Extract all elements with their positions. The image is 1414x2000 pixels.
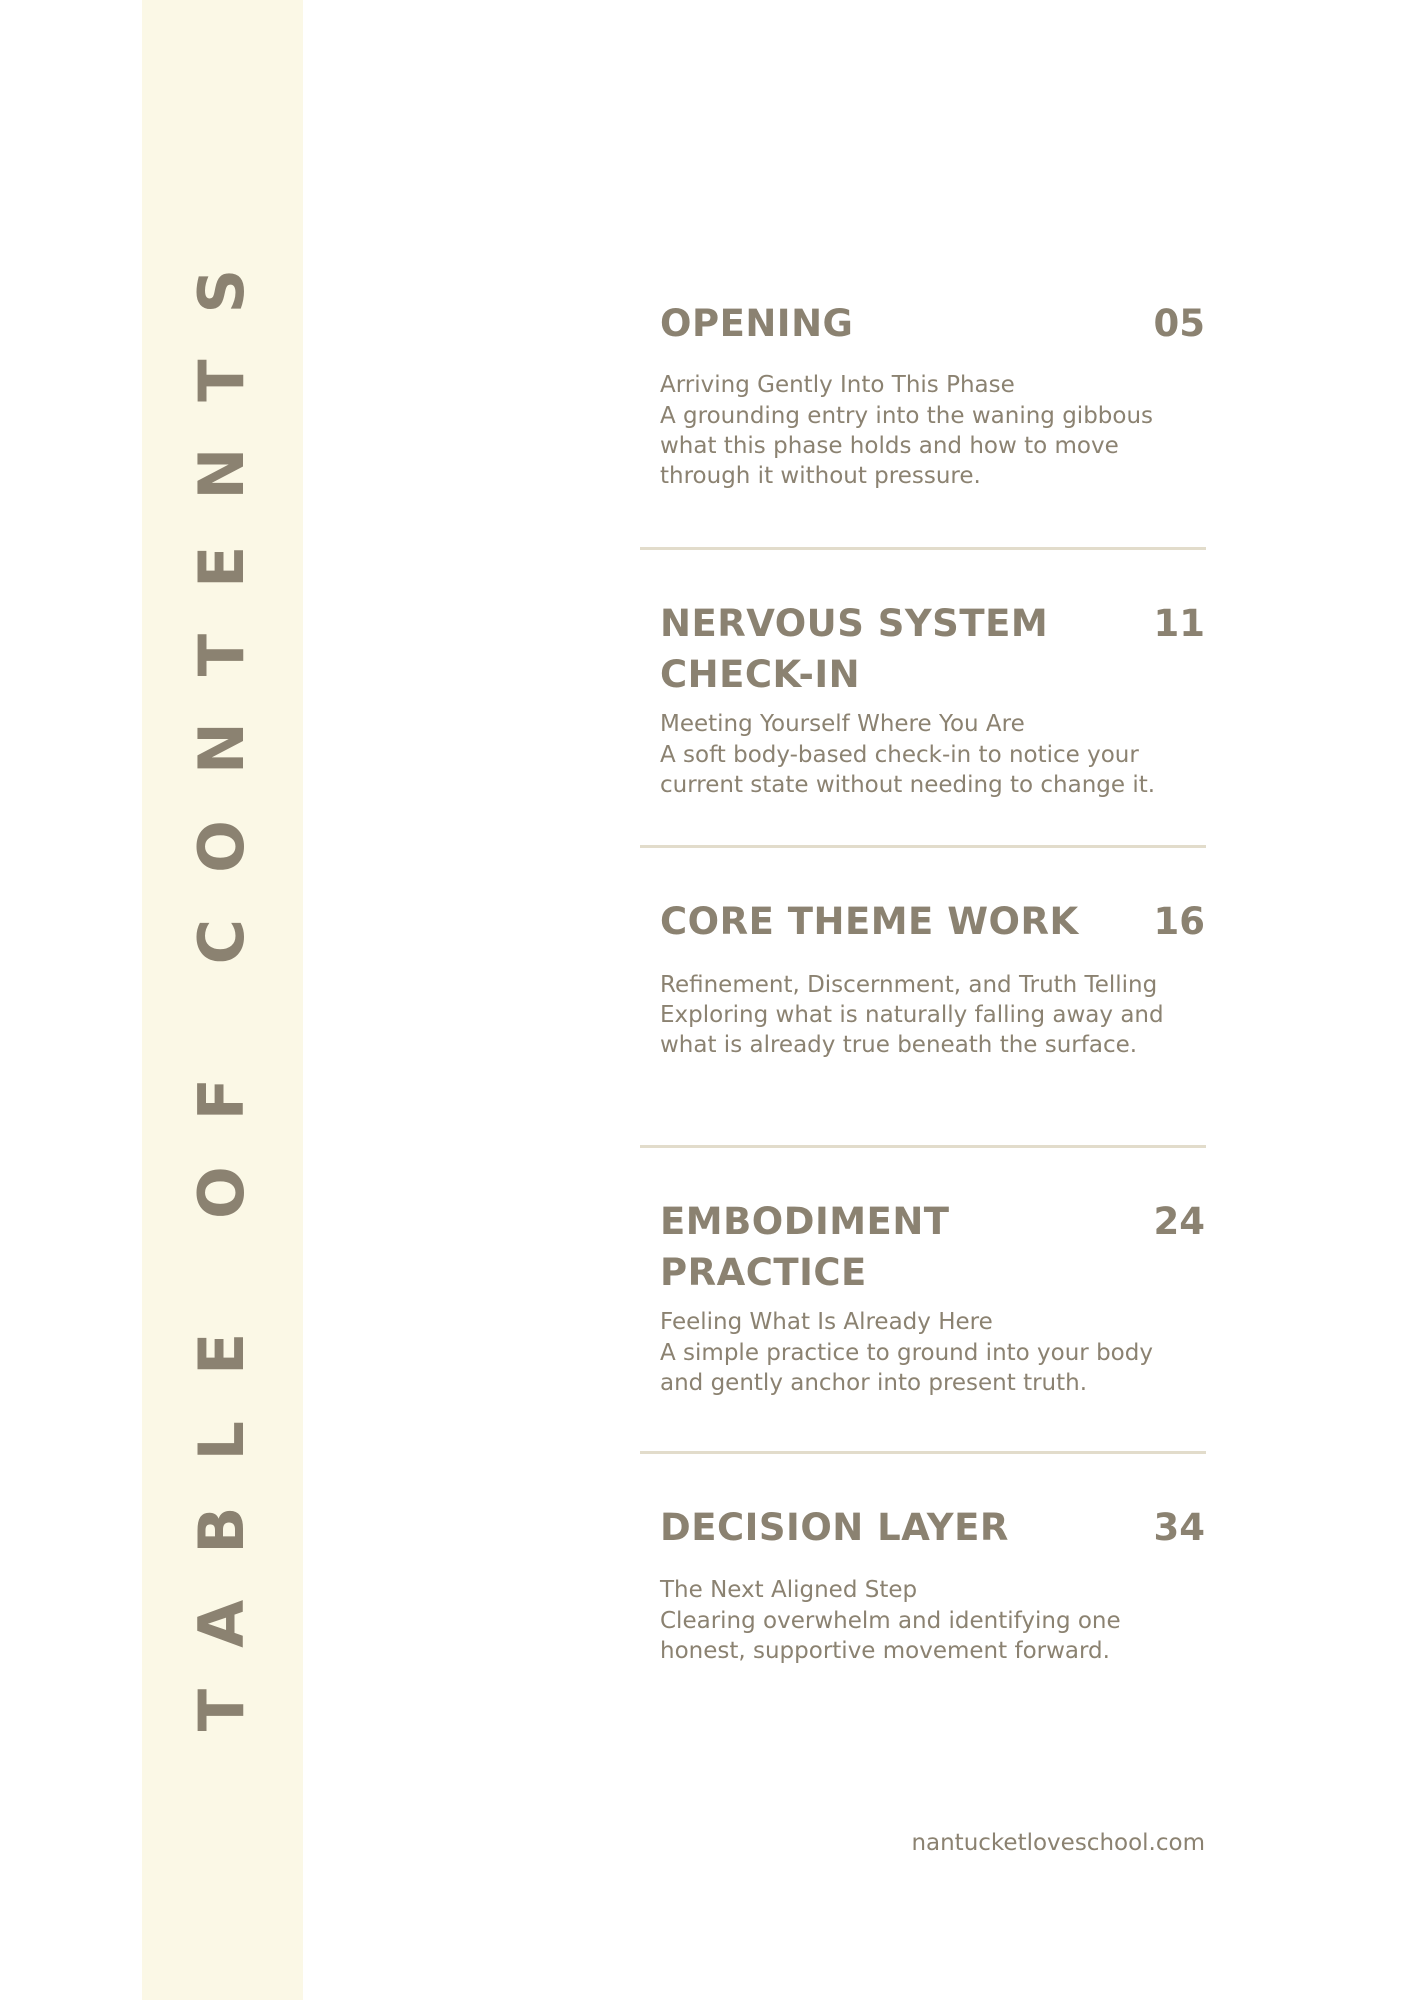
divider (640, 1145, 1206, 1148)
entry-description: Clearing overwhelm and identifying one honest, supportive movement forward. (660, 1608, 1121, 1664)
entry-page-number: 05 (1153, 302, 1205, 345)
entry-description: Exploring what is naturally falling away and what is already true beneath the surface. (660, 1002, 1164, 1058)
entry-page-number: 16 (1153, 900, 1205, 943)
table-of-contents-title: TABLE OF CONTENTS (185, 222, 258, 1732)
entry-description: A soft body-based check-in to notice your current state without needing to change it. (660, 742, 1156, 798)
entry-page-number: 24 (1153, 1200, 1205, 1243)
divider (640, 1451, 1206, 1454)
entry-title: OPENING (660, 302, 854, 345)
entry-subtitle: Arriving Gently Into This Phase (660, 372, 1015, 398)
entry-subtitle: The Next Aligned Step (660, 1577, 918, 1603)
website-link[interactable]: nantucketloveschool.com (911, 1830, 1205, 1856)
entry-title: NERVOUS SYSTEM CHECK-IN (660, 602, 1049, 696)
entry-page-number: 34 (1153, 1506, 1205, 1549)
entry-title: EMBODIMENT PRACTICE (660, 1200, 950, 1294)
entry-title: DECISION LAYER (660, 1506, 1009, 1549)
entry-page-number: 11 (1153, 602, 1205, 645)
entry-subtitle: Meeting Yourself Where You Are (660, 711, 1025, 737)
entry-subtitle: Refinement, Discernment, and Truth Telling (660, 972, 1158, 998)
entry-title: CORE THEME WORK (660, 900, 1079, 943)
divider (640, 547, 1206, 550)
entry-description: A grounding entry into the waning gibbous what this phase holds and how to move through it without pressure. (660, 403, 1154, 489)
entry-description: A simple practice to ground into your body and gently anchor into present truth. (660, 1340, 1153, 1396)
entry-subtitle: Feeling What Is Already Here (660, 1309, 993, 1335)
divider (640, 845, 1206, 848)
